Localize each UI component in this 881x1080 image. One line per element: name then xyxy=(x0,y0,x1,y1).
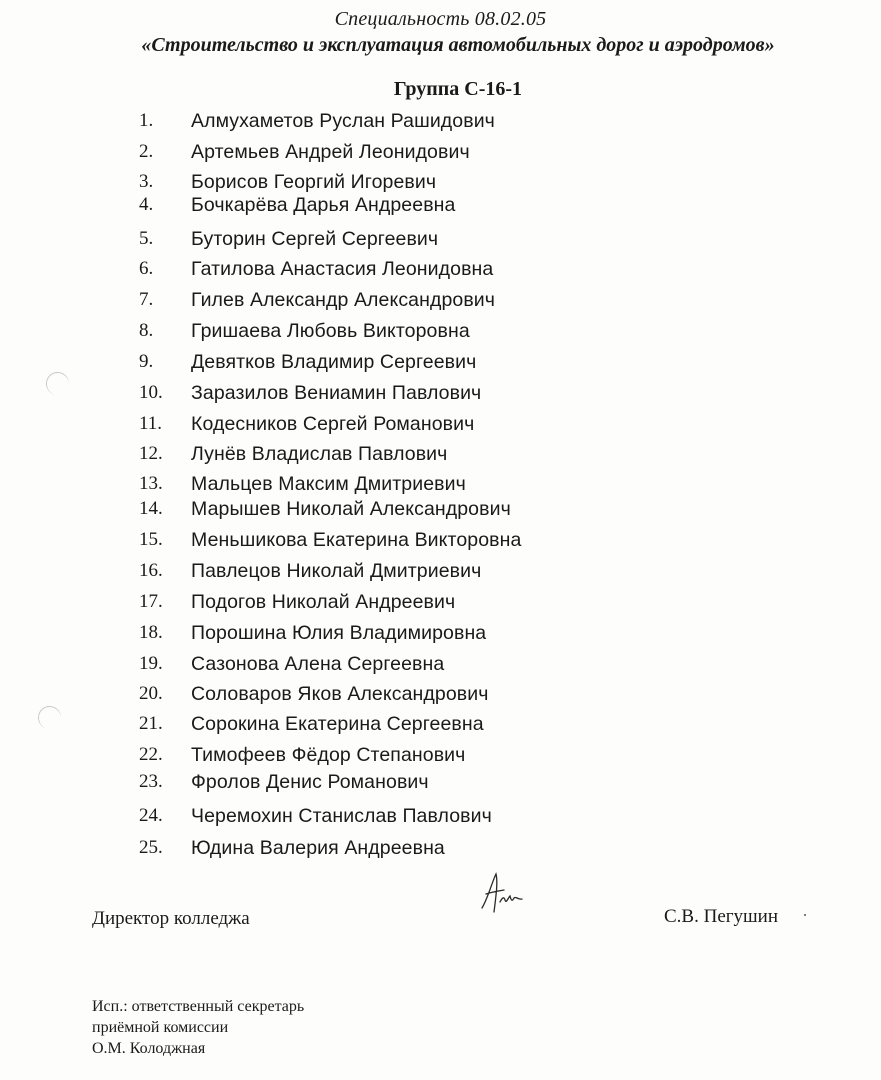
executor-line-1: Исп.: ответственный секретарь xyxy=(92,998,305,1015)
list-item-number: 20. xyxy=(139,683,163,704)
specialty-name: «Строительство и эксплуатация автомобильных дорог и аэродромов» xyxy=(141,34,775,56)
executor-line-3: О.М. Колоджная xyxy=(92,1040,206,1057)
student-name: Сазонова Алена Сергеевна xyxy=(191,653,445,675)
student-name: Гилев Александр Александрович xyxy=(191,289,496,311)
stray-mark xyxy=(804,914,806,916)
student-name: Бочкарёва Дарья Андреевна xyxy=(191,194,456,216)
executor-note xyxy=(92,996,304,1059)
list-item-number: 1. xyxy=(139,110,154,131)
list-item-number: 14. xyxy=(139,498,163,519)
student-name: Черемохин Станислав Павлович xyxy=(191,805,492,827)
student-name: Борисов Георгий Игоревич xyxy=(191,171,437,193)
student-name: Заразилов Вениамин Павлович xyxy=(191,382,482,404)
list-item-number: 8. xyxy=(139,320,154,341)
student-name: Подогов Николай Андреевич xyxy=(191,591,456,613)
list-item-number: 18. xyxy=(139,622,163,643)
list-item-number: 13. xyxy=(139,473,163,494)
list-item-number: 19. xyxy=(139,653,163,674)
list-item-number: 4. xyxy=(139,194,154,215)
student-name: Алмухаметов Руслан Рашидович xyxy=(191,110,495,132)
list-item-number: 6. xyxy=(139,258,154,279)
student-name: Тимофеев Фёдор Степанович xyxy=(191,744,466,766)
list-item-number: 15. xyxy=(139,529,163,550)
student-name: Мальцев Максим Дмитриевич xyxy=(191,473,466,495)
list-item-number: 11. xyxy=(139,413,163,434)
student-name: Меньшикова Екатерина Викторовна xyxy=(191,529,522,551)
list-item-number: 24. xyxy=(139,805,163,826)
specialty-code: Специальность 08.02.05 xyxy=(334,8,547,30)
student-name: Лунёв Владислав Павлович xyxy=(191,443,448,465)
handwritten-signature xyxy=(474,868,534,918)
list-item-number: 25. xyxy=(139,837,163,858)
list-item-number: 9. xyxy=(139,351,154,372)
student-name: Кодесников Сергей Романович xyxy=(191,413,475,435)
student-name: Гатилова Анастасия Леонидовна xyxy=(191,258,494,280)
list-item-number: 21. xyxy=(139,713,163,734)
list-item-number: 3. xyxy=(139,171,154,192)
student-name: Буторин Сергей Сергеевич xyxy=(191,228,439,250)
list-item-number: 16. xyxy=(139,560,163,581)
list-item-number: 23. xyxy=(139,771,163,792)
list-item-number: 22. xyxy=(139,744,163,765)
student-name: Гришаева Любовь Викторовна xyxy=(191,320,470,342)
student-name: Соловаров Яков Александрович xyxy=(191,683,489,705)
student-name: Сорокина Екатерина Сергеевна xyxy=(191,713,484,735)
executor-line-2: приёмной комиссии xyxy=(92,1019,229,1036)
signatory-position: Директор колледжа xyxy=(92,908,250,929)
signatory-name: С.В. Пегушин xyxy=(664,906,779,927)
student-name: Девятков Владимир Сергеевич xyxy=(191,351,477,373)
student-name: Фролов Денис Романович xyxy=(191,771,429,793)
student-name: Артемьев Андрей Леонидович xyxy=(191,141,470,163)
student-name: Порошина Юлия Владимировна xyxy=(191,622,487,644)
group-title: Группа С-16-1 xyxy=(393,78,523,100)
student-name: Павлецов Николай Дмитриевич xyxy=(191,560,482,582)
list-item-number: 2. xyxy=(139,141,154,162)
list-item-number: 7. xyxy=(139,289,154,310)
list-item-number: 5. xyxy=(139,228,154,249)
list-item-number: 12. xyxy=(139,443,163,464)
list-item-number: 10. xyxy=(139,382,163,403)
student-name: Юдина Валерия Андреевна xyxy=(191,837,445,859)
list-item-number: 17. xyxy=(139,591,163,612)
student-name: Марышев Николай Александрович xyxy=(191,498,511,520)
